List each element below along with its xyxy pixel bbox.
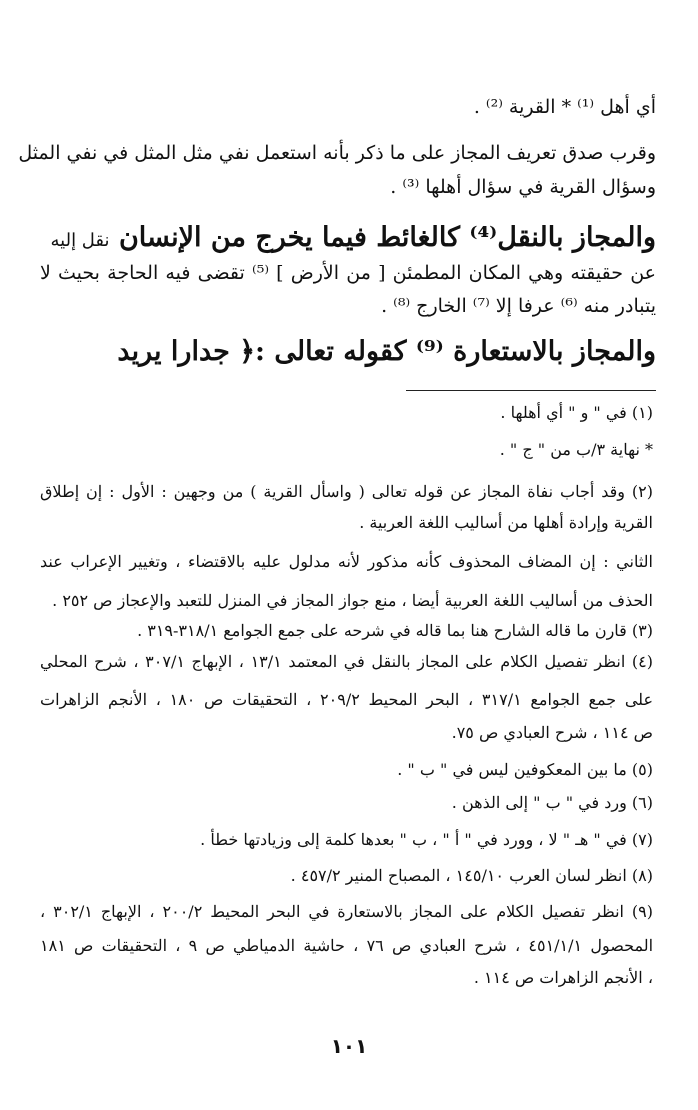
footnote-line: ص ١١٤ ، شرح العبادي ص ٧٥. [451,723,653,742]
footnote-line: * نهاية ٣/ب من " ج " . [499,440,653,459]
body-line-6: يتبادر منه ⁽⁶⁾ عرفا إلا ⁽⁷⁾ الخارج ⁽⁸⁾ . [381,295,656,317]
heading-metaphor-borrowing: والمجاز بالاستعارة ⁽⁹⁾ كقوله تعالى :﴿ جدارا يريد [117,336,656,367]
footnote-line: (٩) انظر تفصيل الكلام على المجاز بالاستعارة في البحر المحيط ٢٠٠/٢ ، الإبهاج ٣٠٢/١ ، [40,902,653,921]
footnote-line: (١) في " و " أي أهلها . [500,403,653,422]
footnote-line: على جمع الجوامع ٣١٧/١ ، البحر المحيط ٢٠٩/٢ ، التحقيقات ص ١٨٠ ، الأنجم الزاهرات [40,690,653,709]
body-line-5: عن حقيقته وهي المكان المطمئن [ من الأرض ] ⁽⁵⁾ تقضى فيه الحاجة بحيث لا [40,262,656,284]
body-line-3: وسؤال القرية في سؤال أهلها ⁽³⁾ . [390,176,656,198]
body-line-2: وقرب صدق تعريف المجاز على ما ذكر بأنه استعمل نفي مثل المثل في نفي المثل [18,142,656,164]
body-line-1: أي أهل ⁽¹⁾ * القرية ⁽²⁾ . [473,96,656,118]
footnote-line: القرية وإرادة أهلها من أساليب اللغة العربية . [359,513,653,532]
footnote-line: (٥) ما بين المعكوفين ليس في " ب " . [397,760,653,779]
footnote-line: الحذف من أساليب اللغة العربية أيضا ، منع جواز المجاز في المنزل للتعبد والإعجاز ص ٢٥٢ . [52,591,653,610]
footnote-line: (٧) في " هـ " لا ، وورد في " أ " ، ب " بعدها كلمة إلى وزيادتها خطأ . [200,830,653,849]
heading-metaphor-transfer [40,222,656,253]
footnote-line: (٨) انظر لسان العرب ١٤٥/١٠ ، المصباح المنير ٤٥٧/٢ . [290,866,653,885]
footnote-line: (٤) انظر تفصيل الكلام على المجاز بالنقل في المعتمد ١٣/١ ، الإبهاج ٣٠٧/١ ، شرح المحلي [40,652,654,671]
footnote-line: الثاني : إن المضاف المحذوف كأنه مذكور لأنه مدلول عليه بالاقتضاء ، وتغيير الإعراب عند [40,552,653,571]
heading-tail-text: نقل إليه [50,230,110,251]
footnote-line: (٢) وقد أجاب نفاة المجاز عن قوله تعالى ( واسأل القرية ) من وجهين : الأول : إن إطلاق [40,482,653,501]
footnote-separator [406,390,656,391]
heading-bold-text: والمجاز بالنقل⁽⁴⁾ كالغائط فيما يخرج من الإنسان [118,222,656,253]
page-number: ١٠١ [330,1034,368,1058]
footnote-line: (٣) قارن ما قاله الشارح هنا بما قاله في شرحه على جمع الجوامع ٣١٨/١-٣١٩ . [137,621,653,640]
footnote-line: (٦) ورد في " ب " إلى الذهن . [451,793,653,812]
footnote-line: المحصول ٤٥١/١/١ ، شرح العبادي ص ٧٦ ، حاشية الدمياطي ص ٩ ، التحقيقات ص ١٨١ [40,936,654,955]
footnote-line: ، الأنجم الزاهرات ص ١١٤ . [473,968,653,987]
